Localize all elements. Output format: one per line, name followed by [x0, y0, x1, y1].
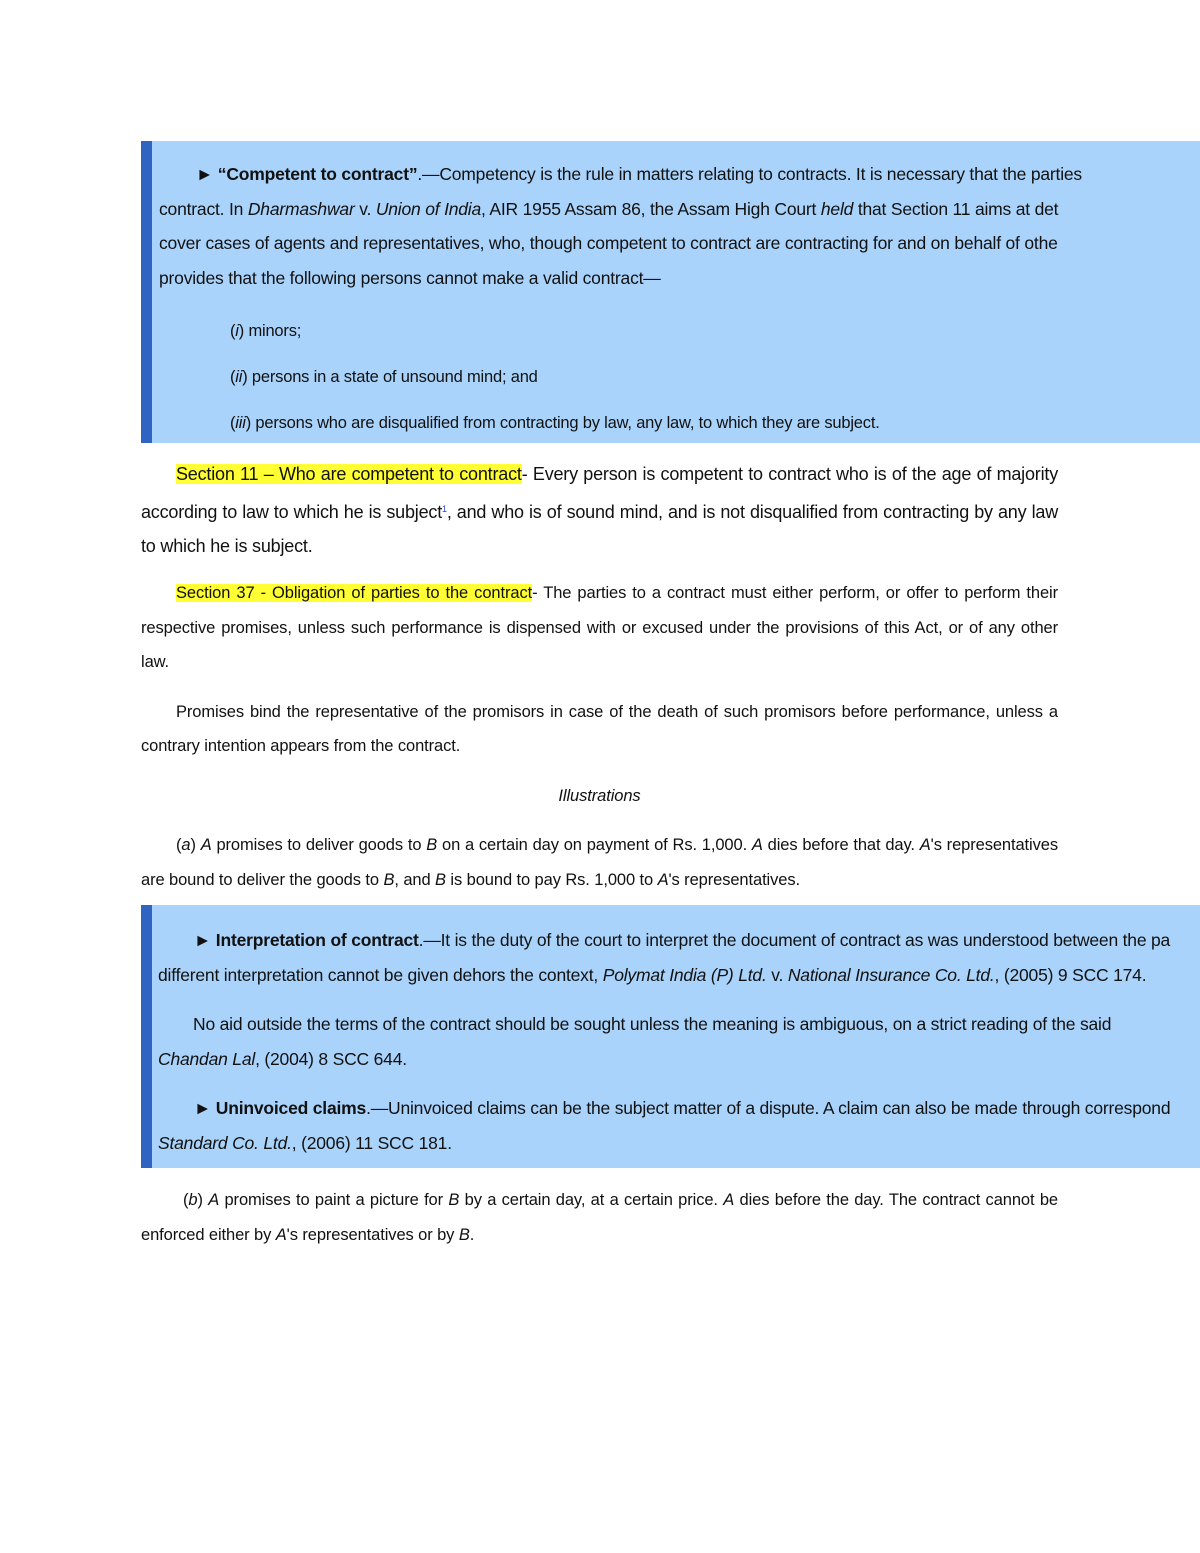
case-name: Dharmashwar [247, 198, 355, 219]
note-heading: Interpretation of contract [215, 930, 419, 950]
list-item: (ii) persons in a state of unsound mind; and [230, 368, 538, 386]
note-line: No aid outside the terms of the contract should be sought unless the meaning is ambiguous, on a strict reading of the said [193, 1014, 1112, 1034]
section-11 [141, 457, 1058, 564]
case-name: Union of India [375, 198, 482, 219]
section-11-paragraph: Section 11 – Who are competent to contract- Every person is competent to contract who is of the age of majority according to law to which he is subject$^1$, and who is of sound mind, and is not disqualified from contracting by any law to which he is subject. [141, 464, 1059, 556]
case-name: National Insurance Co. Ltd. [787, 964, 995, 985]
section-37-paragraph-2: Promises bind the representative of the promisors in case of the death of such promisors before performance, unless a contrary intention appears from the contract. [141, 702, 1058, 755]
note-line: Standard Co. Ltd., (2006) 11 SCC 181. [158, 1132, 452, 1153]
illustration-b-block [141, 1183, 1058, 1252]
triangle-bullet-icon: ► [196, 164, 214, 184]
section-heading: Section 11 – Who are competent to contract [176, 464, 522, 484]
list-item: (i) minors; [230, 322, 302, 340]
section-37-paragraph: Section 37 - Obligation of parties to the contract- The parties to a contract must either perform, or offer to perform their respective promises, unless such performance is dispensed with or excused under the provisions of this Act, or of any other law. [141, 584, 1058, 671]
triangle-bullet-icon: ► [194, 1098, 212, 1118]
note-line: cover cases of agents and representatives, who, though competent to contract are contracting for and on behalf of othe [159, 233, 1058, 253]
note-competent-to-contract [141, 141, 1200, 443]
note-paragraph: ► “Competent to contract”.—Competency is the rule in matters relating to contracts. It is necessary that the parties [196, 164, 1082, 184]
case-name: Chandan Lal [158, 1048, 256, 1069]
note-line: contract. In Dharmashwar v. Union of India, AIR 1955 Assam 86, the Assam High Court held that Section 11 aims at det [159, 198, 1059, 219]
note-paragraph: ► Interpretation of contract.—It is the duty of the court to interpret the document of contract as was understood between the pa [194, 930, 1171, 950]
illustration-b: (b) A promises to paint a picture for B by a certain day, at a certain price. A dies before the day. The contract cannot be enforced either by A's representatives or by B. [141, 1191, 1058, 1244]
illustrations-heading: Illustrations [558, 786, 641, 805]
section-37 [141, 576, 1058, 897]
note-line: provides that the following persons cannot make a valid contract— [159, 267, 661, 288]
illustration-a: (a) A promises to deliver goods to B on a certain day on payment of Rs. 1,000. A dies before that day. A's representatives are bound to deliver the goods to B, and B is bound to pay Rs. 1,000 to A's representatives. [141, 836, 1058, 889]
case-name: Standard Co. Ltd. [158, 1132, 292, 1153]
note-interpretation [141, 905, 1200, 1168]
footnote-link[interactable]: 1 [442, 503, 447, 514]
note-heading: “Competent to contract” [217, 164, 418, 184]
triangle-bullet-icon: ► [194, 930, 212, 950]
case-name: Polymat India (P) Ltd. [602, 964, 767, 985]
list-item: (iii) persons who are disqualified from contracting by law, any law, to which they are subject. [230, 414, 880, 432]
section-heading: Section 37 - Obligation of parties to the contract [176, 584, 533, 602]
note-line: Chandan Lal, (2004) 8 SCC 644. [158, 1048, 407, 1069]
note-line: different interpretation cannot be given dehors the context, Polymat India (P) Ltd. v. National Insurance Co. Ltd., (2005) 9 SCC 174. [158, 964, 1147, 985]
note-paragraph: ► Uninvoiced claims.—Uninvoiced claims can be the subject matter of a dispute. A claim can also be made through correspond [194, 1098, 1171, 1118]
note-heading: Uninvoiced claims [215, 1098, 367, 1118]
